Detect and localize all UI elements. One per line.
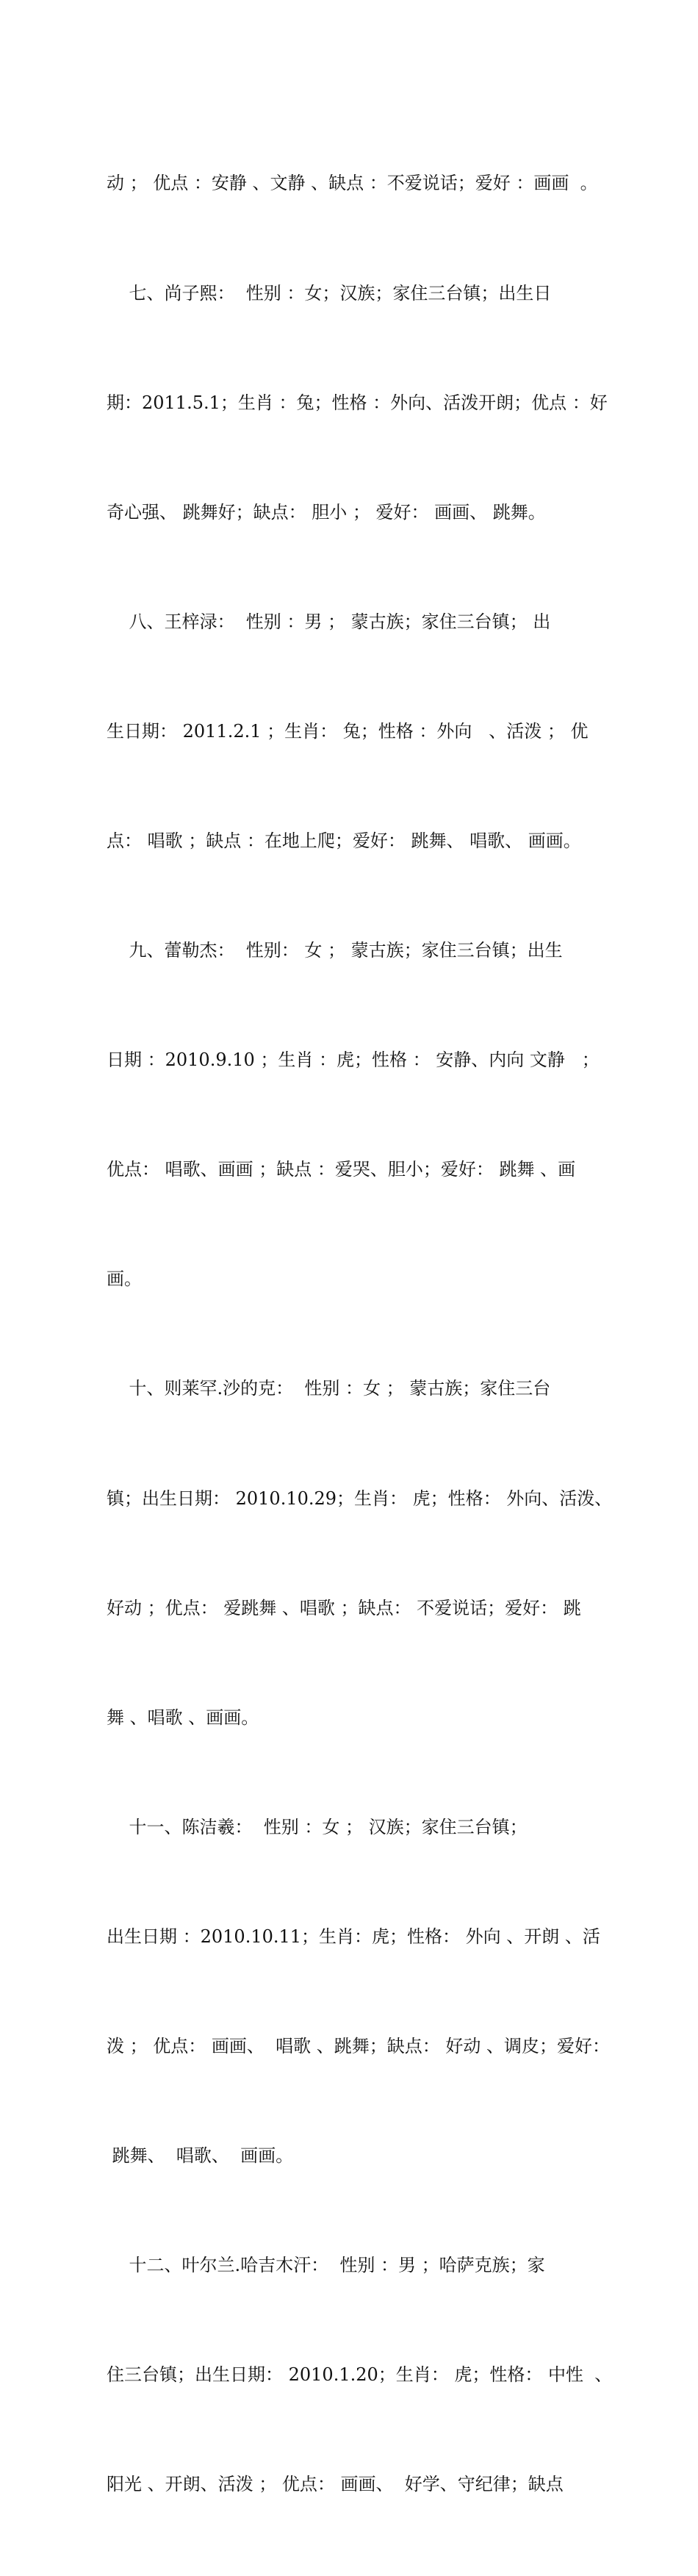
text-line-12: 十、则莱罕.沙的克： 性别 ：女 ； 蒙古族；家住三台 xyxy=(107,1378,551,1399)
text-line-20: 十二、叶尔兰.哈吉木汗： 性别 ：男 ；哈萨克族；家 xyxy=(107,2255,545,2276)
text-line-4: 奇心强、 跳舞好；缺点： 胆小 ； 爱好： 画画、 跳舞。 xyxy=(107,501,546,523)
text-line-18: 泼 ； 优点： 画画、 唱歌 、跳舞；缺点： 好动 、调皮；爱好： xyxy=(107,2036,611,2056)
text-line-17: 出生日期 ：2010.10.11；生肖：虎；性格： 外向 、开朗 、活 xyxy=(107,1926,600,1947)
text-line-21: 住三台镇；出生日期： 2010.1.20；生肖： 虎；性格： 中性 、 xyxy=(107,2364,613,2386)
text-line-10: 优点： 唱歌、画画 ；缺点 ：爱哭、胆小；爱好： 跳舞 、画 xyxy=(107,1159,576,1180)
text-line-6: 生日期： 2011.2.1 ；生肖： 兔；性格 ：外向 、活泼 ； 优 xyxy=(107,720,589,742)
text-line-11: 画。 xyxy=(107,1269,142,1290)
text-line-8: 九、蕾勒杰： 性别： 女 ； 蒙古族；家住三台镇；出生 xyxy=(107,940,563,961)
text-line-2: 七、尚子熙： 性别 ：女；汉族；家住三台镇；出生日 xyxy=(107,282,552,304)
text-line-15: 舞 、唱歌 、画画。 xyxy=(107,1707,259,1728)
text-line-13: 镇；出生日期： 2010.10.29；生肖： 虎；性格： 外向、活泼、 xyxy=(107,1488,613,1509)
text-line-22: 阳光 、开朗、活泼 ； 优点： 画画、 好学、守纪律；缺点 xyxy=(107,2474,564,2495)
text-line-5: 八、王梓渌： 性别 ：男 ； 蒙古族；家住三台镇； 出 xyxy=(107,611,551,632)
text-line-9: 日期 ：2010.9.10 ；生肖 ：虎；性格 ： 安静、内向 文静 ； xyxy=(107,1050,600,1071)
text-line-14: 好动 ；优点： 爱跳舞 、唱歌 ；缺点： 不爱说话；爱好： 跳 xyxy=(107,1597,581,1618)
text-line-19: 跳舞、 唱歌、 画画。 xyxy=(107,2145,294,2167)
text-line-7: 点： 唱歌 ；缺点 ：在地上爬；爱好： 跳舞、 唱歌、 画画。 xyxy=(107,830,581,851)
text-line-3: 期：2011.5.1；生肖 ：兔；性格 ：外向、活泼开朗；优点 ：好 xyxy=(107,392,608,413)
document-body xyxy=(107,93,613,2576)
text-line-16: 十一、陈洁羲： 性别 ：女 ； 汉族；家住三台镇； xyxy=(107,1816,528,1837)
text-line-1: 动 ； 优点 ：安静 、文静 、缺点 ：不爱说话；爱好 ：画画 。 xyxy=(107,173,598,194)
